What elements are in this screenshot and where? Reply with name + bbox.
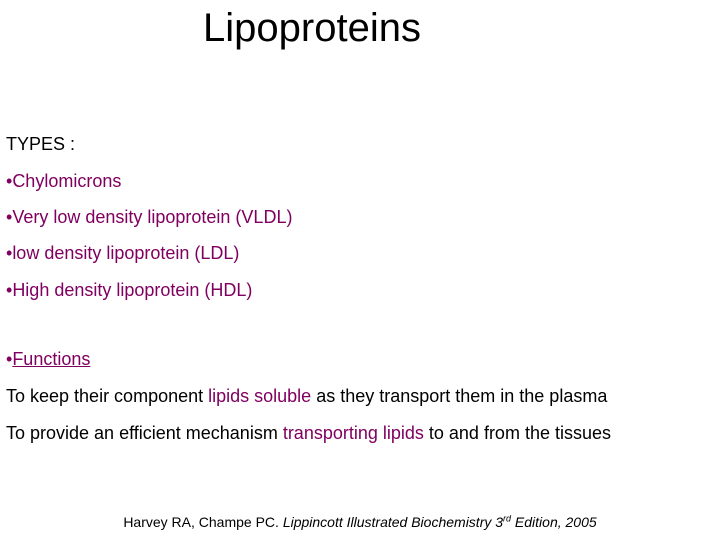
type-label: low density lipoprotein (LDL) — [12, 243, 240, 263]
types-heading: TYPES : — [6, 134, 76, 154]
type-item-hdl — [6, 279, 252, 301]
function-highlight: transporting lipids — [282, 423, 424, 443]
type-item-chylomicrons — [6, 170, 121, 192]
citation-edition-year: Edition, 2005 — [511, 514, 597, 530]
slide-title: Lipoproteins — [203, 6, 421, 50]
bullet: • — [6, 280, 13, 300]
type-label: Chylomicrons — [12, 171, 122, 191]
function-text: To provide an efficient mechanism — [6, 423, 283, 443]
function-highlight: lipids soluble — [208, 386, 312, 406]
bullet: • — [6, 243, 13, 263]
function-item-1 — [6, 385, 607, 407]
bullet: • — [6, 171, 13, 191]
bullet: • — [6, 207, 13, 227]
type-label: High density lipoprotein (HDL) — [12, 280, 253, 300]
bullet: • — [6, 349, 13, 369]
function-text: To keep their component — [6, 386, 209, 406]
type-item-vldl — [6, 206, 292, 228]
type-label: Very low density lipoprotein (VLDL) — [12, 207, 293, 227]
function-item-2 — [6, 422, 611, 444]
citation-book-title: Lippincott Illustrated Biochemistry 3 — [282, 514, 504, 530]
citation-edition-superscript: rd — [503, 513, 512, 524]
citation-authors: Harvey RA, Champe PC. — [123, 514, 283, 530]
functions-heading-label: Functions — [12, 349, 91, 369]
function-text: as they transport them in the plasma — [311, 386, 608, 406]
citation — [0, 513, 720, 531]
type-item-ldl — [6, 242, 239, 264]
functions-heading — [6, 348, 90, 370]
function-text: to and from the tissues — [423, 423, 611, 443]
